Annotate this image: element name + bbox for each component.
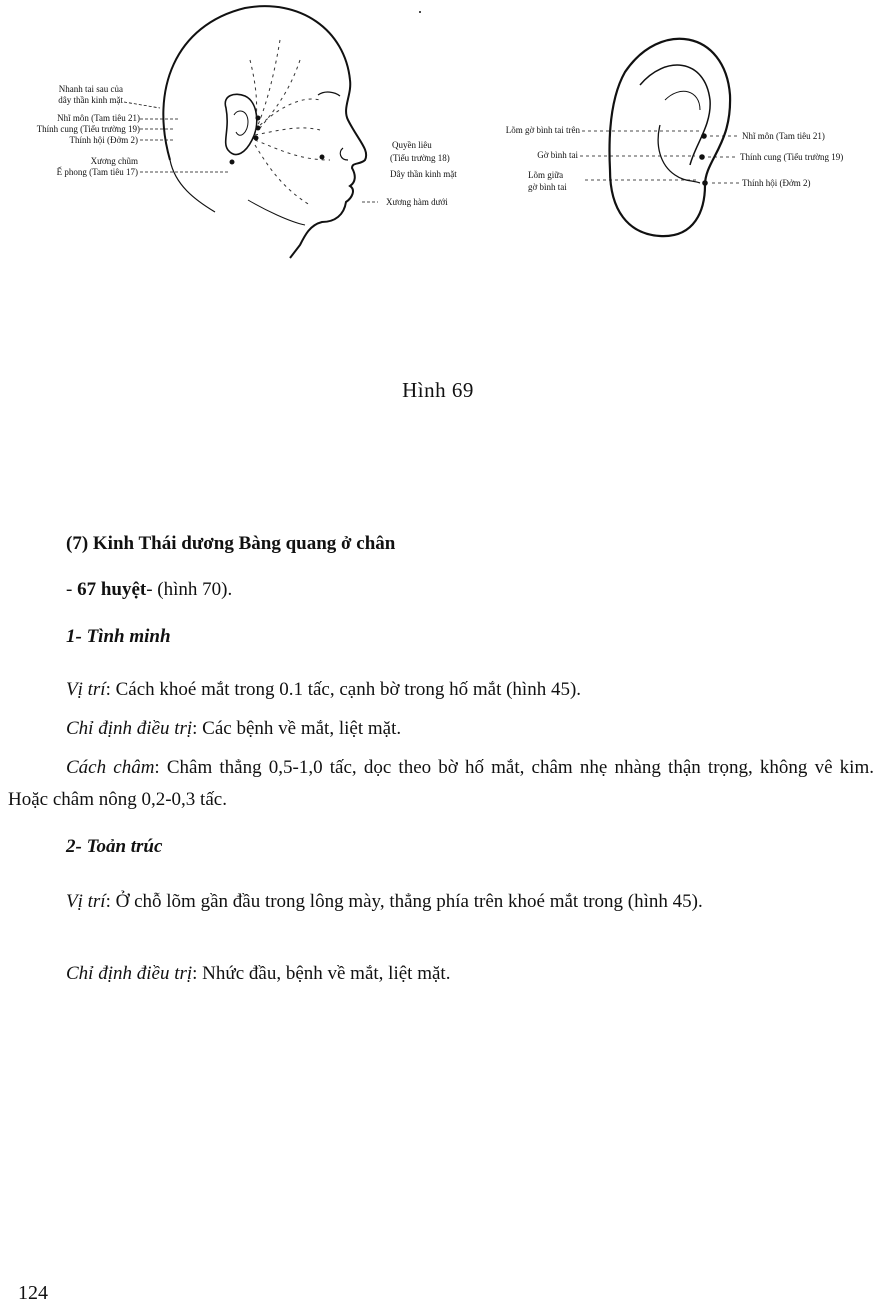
figure-caption: Hình 69 bbox=[402, 378, 474, 402]
label-thinh-hoi-ear: Thính hội (Đởm 2) bbox=[742, 178, 811, 188]
chi-dinh-text-2: : Nhức đầu, bệnh về mắt, liệt mặt. bbox=[192, 963, 451, 984]
label-thinh-cung-head: Thính cung (Tiểu trường 19) bbox=[36, 124, 140, 134]
chi-dinh-text: : Các bệnh về mắt, liệt mặt. bbox=[192, 718, 402, 739]
cach-cham-label: Cách châm bbox=[66, 757, 155, 778]
label-lom-go-binh-tai-tren: Lõm gờ bình tai trên bbox=[505, 125, 580, 135]
label-thinh-hoi-head: Thính hội (Đởm 2) bbox=[69, 135, 138, 145]
label-nhi-mon-head: Nhĩ môn (Tam tiêu 21) bbox=[57, 113, 140, 123]
label-tieu-truong-18: (Tiểu trường 18) bbox=[390, 153, 450, 163]
vi-tri-label: Vị trí bbox=[66, 679, 106, 700]
point-title-2: 2- Toản trúc bbox=[66, 836, 163, 857]
label-thinh-cung-ear: Thính cung (Tiểu trường 19) bbox=[740, 152, 844, 162]
figure-69 bbox=[0, 0, 876, 360]
point-1-cach-cham bbox=[8, 752, 874, 816]
label-e-phong: Ế phong (Tam tiêu 17) bbox=[56, 167, 138, 177]
count-bold: 67 huyệt bbox=[77, 579, 147, 600]
point-1-vi-tri bbox=[66, 674, 581, 706]
cach-cham-text: : Châm thẳng 0,5-1,0 tấc, dọc theo bờ hố mắt, châm nhẹ nhàng thận trọng, không vê kim. Hoặc châm nông 0,2-0,3 tấc. bbox=[8, 757, 874, 810]
point-2-vi-tri bbox=[8, 886, 874, 918]
vi-tri-text-2: : Ở chỗ lõm gần đầu trong lông mày, thẳng phía trên khoé mắt trong (hình 45). bbox=[105, 891, 703, 912]
chi-dinh-label: Chỉ định điều trị bbox=[66, 718, 193, 739]
vi-tri-label-2: Vị trí bbox=[66, 891, 106, 912]
label-day-than-kinh-mat-2: Dây thần kinh mặt bbox=[390, 169, 457, 179]
chi-dinh-label-2: Chỉ định điều trị bbox=[66, 963, 193, 984]
label-xuong-ham-duoi: Xương hàm dưới bbox=[386, 197, 448, 207]
count-suffix: - (hình 70). bbox=[146, 579, 233, 600]
label-nhanh-tai-sau: Nhanh tai sau của bbox=[58, 84, 123, 94]
vi-tri-text: : Cách khoé mắt trong 0.1 tấc, cạnh bờ trong hố mắt (hình 45). bbox=[105, 679, 582, 700]
point-title-1: 1- Tình minh bbox=[66, 626, 171, 647]
page-number: 124 bbox=[18, 1282, 48, 1304]
point-2-chi-dinh bbox=[66, 958, 450, 990]
section-heading: (7) Kinh Thái dương Bàng quang ở chân bbox=[66, 533, 396, 554]
label-xuong-chum: Xương chũm bbox=[90, 156, 138, 166]
label-go-binh-tai-2: gờ bình tai bbox=[528, 182, 567, 192]
label-lom-giua: Lõm giữa bbox=[528, 170, 564, 180]
label-go-binh-tai: Gờ bình tai bbox=[537, 150, 578, 160]
label-nhi-mon-ear: Nhĩ môn (Tam tiêu 21) bbox=[742, 131, 825, 141]
point-count bbox=[66, 574, 232, 606]
label-quyen-lieu: Quyền liêu bbox=[392, 140, 432, 150]
count-prefix: - bbox=[66, 579, 78, 600]
point-1-chi-dinh bbox=[66, 713, 401, 745]
label-day-than-kinh-mat-1: dây thần kinh mặt bbox=[58, 95, 123, 105]
